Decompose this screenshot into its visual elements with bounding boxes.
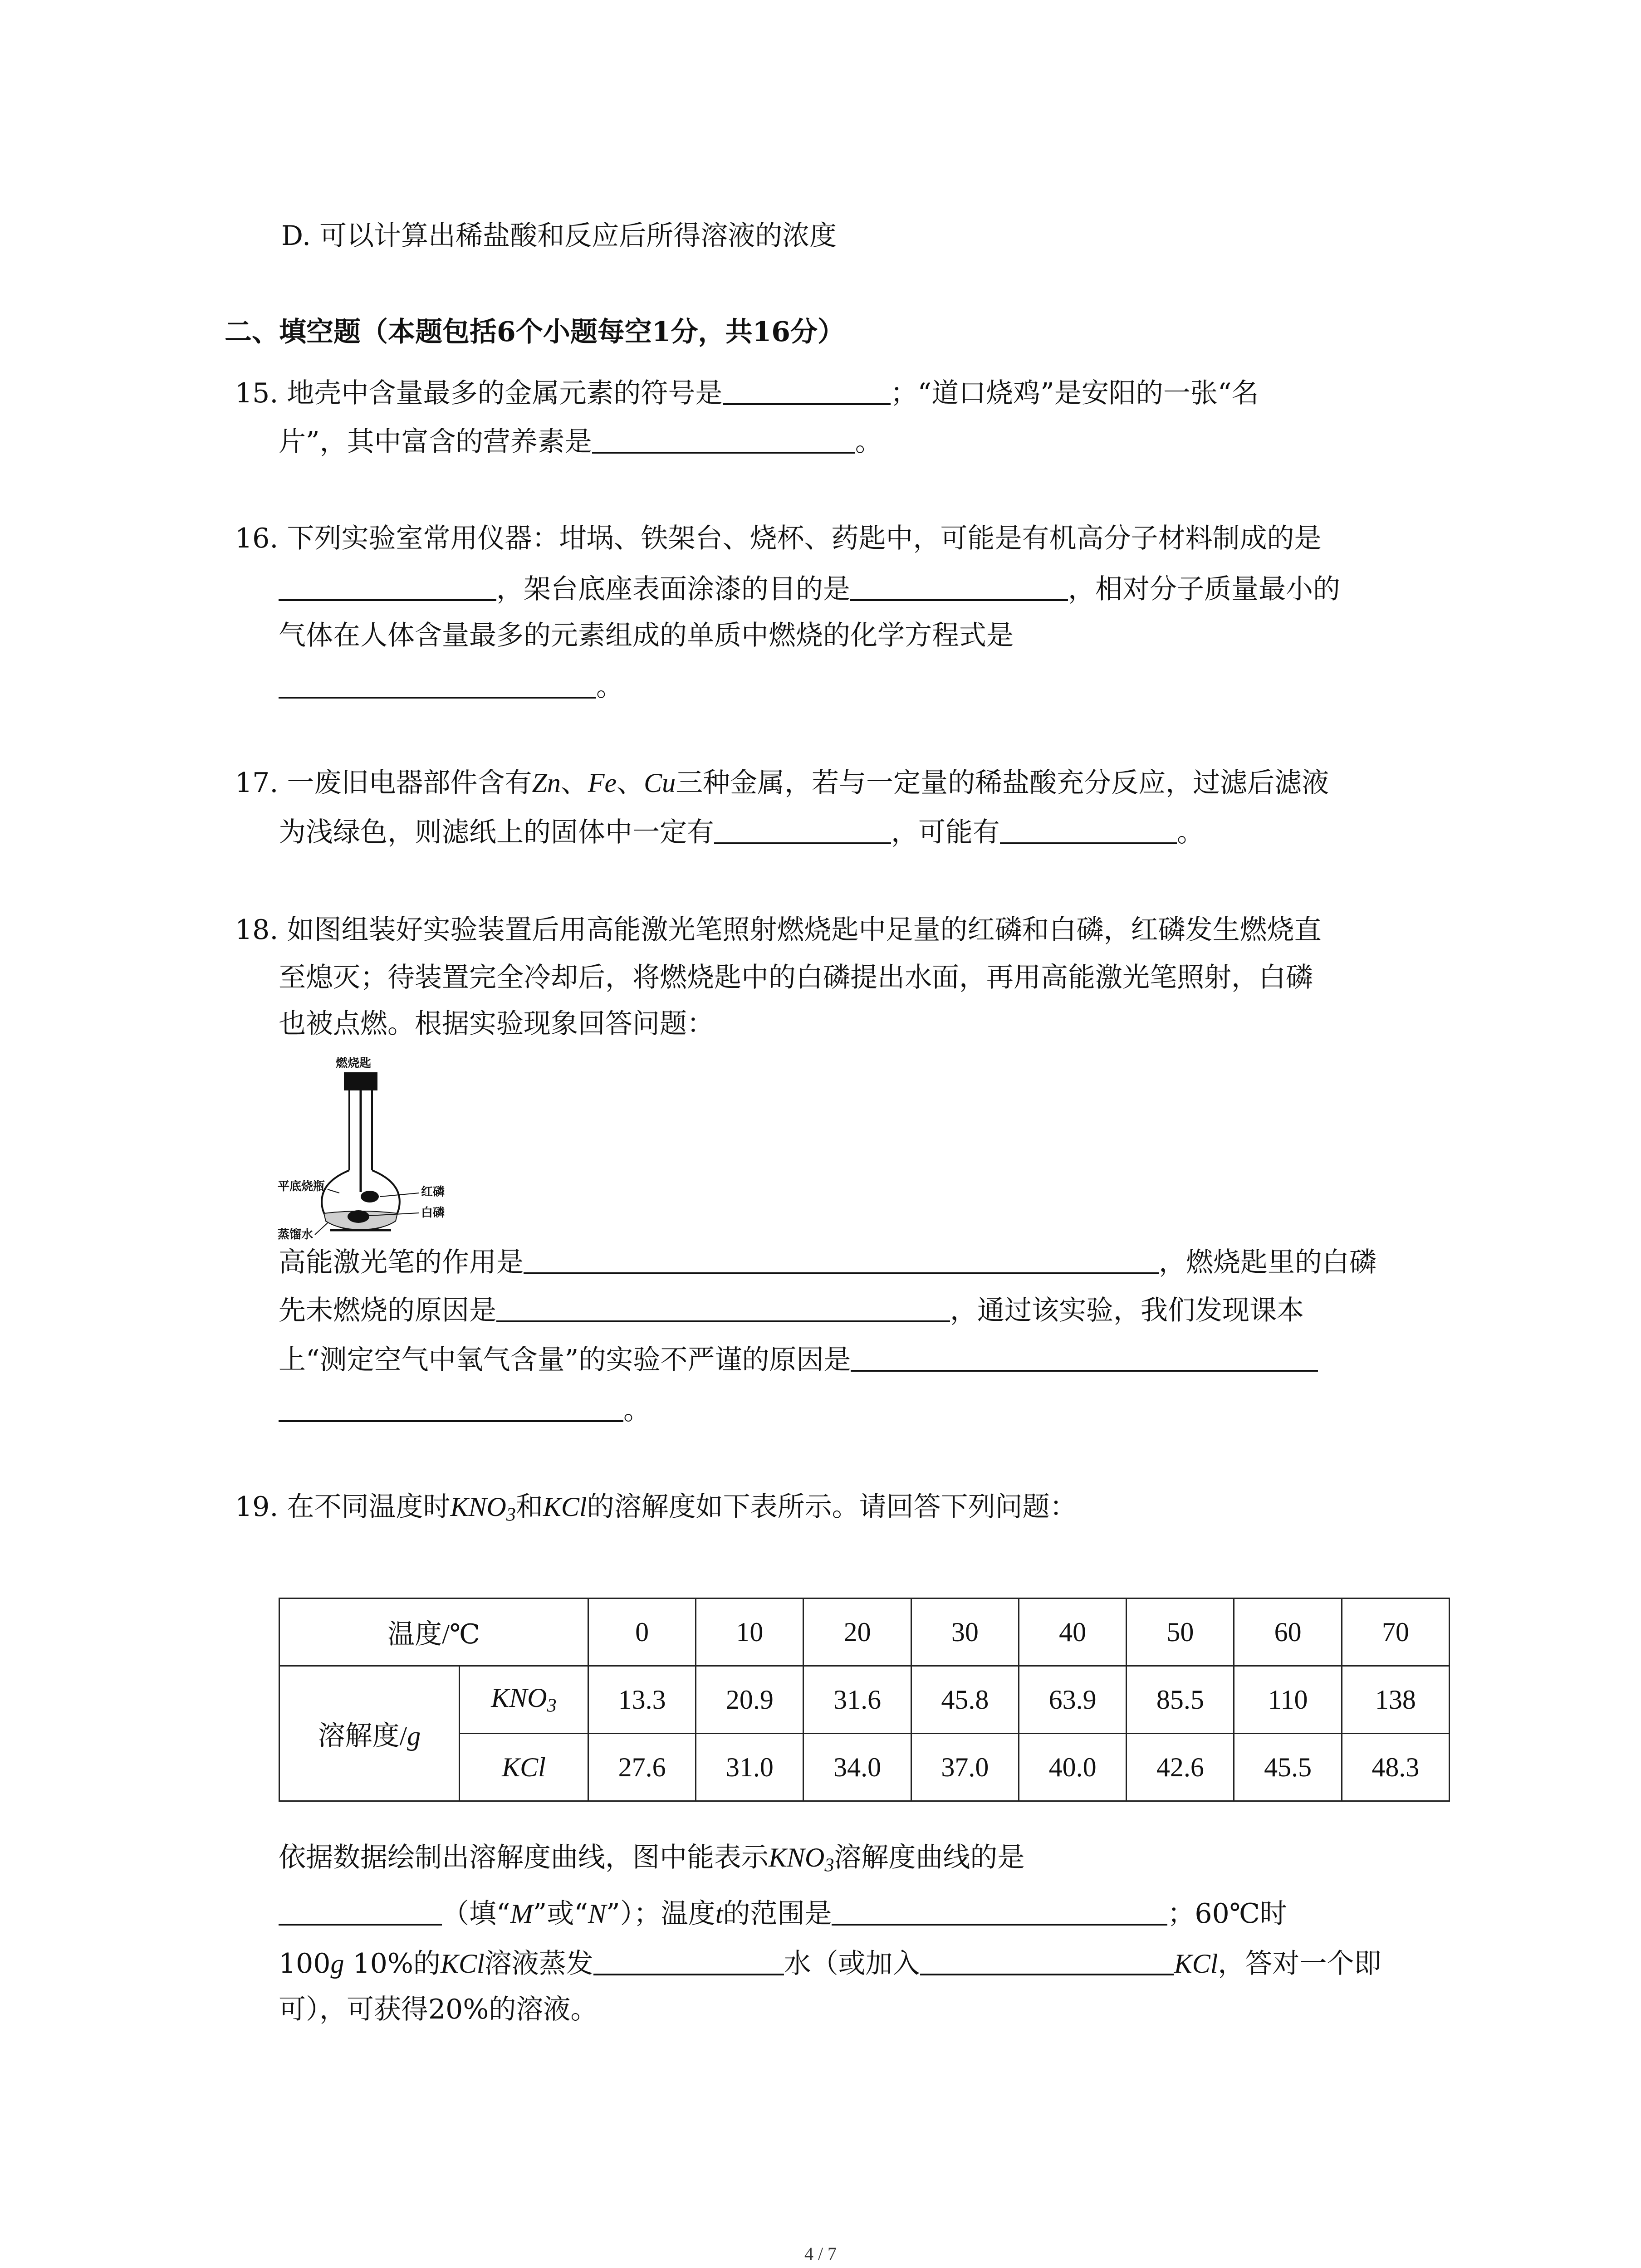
- table-cell: 48.3: [1342, 1734, 1449, 1801]
- table-header-cell: 20: [803, 1598, 911, 1666]
- question-text: 水（或加入: [784, 1948, 920, 1980]
- temperature-header: 温度/℃: [279, 1598, 588, 1666]
- option-d: D. 可以计算出稀盐酸和反应后所得溶液的浓度: [281, 220, 837, 252]
- table-cell: 20.9: [696, 1666, 803, 1734]
- question-text: 上“测定空气中氧气含量”的实验不严谨的原因是: [279, 1344, 851, 1376]
- red-phosphorus: [361, 1191, 379, 1202]
- question-number: 18.: [235, 914, 279, 946]
- answer-blank[interactable]: [593, 1948, 784, 1975]
- stopper: [344, 1072, 377, 1090]
- white-phosphorus: [348, 1210, 369, 1223]
- table-header-cell: 60: [1234, 1598, 1342, 1666]
- unit-g: g: [330, 1949, 344, 1979]
- table-cell: 37.0: [911, 1734, 1019, 1801]
- table-cell: 34.0: [803, 1734, 911, 1801]
- answer-blank[interactable]: [723, 378, 891, 405]
- table-cell: 40.0: [1019, 1734, 1126, 1801]
- question-text: ，相对分子质量最小的: [1068, 573, 1340, 605]
- question-text: 的溶解度如下表所示。请回答下列问题：: [587, 1491, 1077, 1523]
- question-text: ”或“: [533, 1898, 588, 1930]
- table-cell: 45.8: [911, 1666, 1019, 1734]
- solubility-label: 溶解度/g: [279, 1666, 460, 1801]
- question-text: 可），可获得20%的溶液。: [279, 1994, 598, 2025]
- question-text: 。: [623, 1394, 651, 1426]
- question-text: 地壳中含量最多的金属元素的符号是: [287, 377, 723, 409]
- answer-blank[interactable]: [279, 1898, 442, 1926]
- table-cell: 42.6: [1127, 1734, 1234, 1801]
- temperature-t: t: [715, 1899, 723, 1929]
- answer-blank[interactable]: [1000, 817, 1177, 844]
- question-text: 至熄灭；待装置完全冷却后，将燃烧匙中的白磷提出水面，再用高能激光笔照射，白磷: [279, 962, 1313, 993]
- question-text: 依据数据绘制出溶解度曲线，图中能表示: [279, 1842, 769, 1873]
- question-text: 也被点燃。根据实验现象回答问题：: [279, 1008, 714, 1040]
- question-18-line-1: [235, 914, 1322, 946]
- question-19-para-2: [279, 1898, 1287, 1930]
- question-19-para-1: [279, 1844, 1024, 1875]
- question-text: 三种金属，若与一定量的稀盐酸充分反应，过滤后滤液: [676, 767, 1329, 799]
- question-text: 先未燃烧的原因是: [279, 1295, 496, 1326]
- table-header-cell: 10: [696, 1598, 803, 1666]
- answer-blank[interactable]: [920, 1948, 1174, 1975]
- table-cell: 31.0: [696, 1734, 803, 1801]
- question-18-answer-4: [279, 1395, 651, 1424]
- question-19-para-4: [279, 1996, 598, 2023]
- formula-kcl: KCl: [543, 1492, 587, 1522]
- page-number: 4 / 7: [804, 2244, 837, 2264]
- label-combustion-spoon: 燃烧匙: [336, 1057, 372, 1070]
- question-text: ，通过该实验，我们发现课本: [950, 1295, 1304, 1326]
- question-text: 的范围是: [723, 1898, 832, 1930]
- separator: 、: [617, 767, 644, 799]
- formula-kno3: $KNO_3$: [450, 1492, 516, 1525]
- question-text: 为浅绿色，则滤纸上的固体中一定有: [279, 816, 714, 848]
- answer-blank[interactable]: [832, 1898, 1167, 1926]
- question-number: 16.: [235, 523, 279, 554]
- question-text: 100: [279, 1948, 331, 1980]
- table-cell: 63.9: [1019, 1666, 1126, 1734]
- question-16-line-4: [279, 671, 623, 703]
- zinc-symbol: Zn: [532, 768, 561, 798]
- separator: 、: [560, 767, 588, 799]
- question-15-line-1: [235, 378, 1259, 407]
- question-text: ，燃烧匙里的白磷: [1159, 1246, 1376, 1278]
- row-label-kno3: $KNO_3$: [459, 1666, 588, 1734]
- row-label-kcl: KCl: [459, 1734, 588, 1801]
- question-15-line-2: [279, 426, 882, 458]
- question-number: 19.: [235, 1491, 279, 1523]
- question-text: 10%的: [344, 1948, 441, 1980]
- copper-symbol: Cu: [644, 768, 676, 798]
- question-18-answer-2: [279, 1295, 1304, 1324]
- question-text: （填“: [442, 1898, 510, 1930]
- table-cell: 45.5: [1234, 1734, 1342, 1801]
- formula-kcl: KCl: [1174, 1949, 1218, 1979]
- answer-blank[interactable]: [851, 1344, 1318, 1372]
- question-text: 气体在人体含量最多的元素组成的单质中燃烧的化学方程式是: [279, 620, 1014, 651]
- question-text: 。: [596, 671, 623, 703]
- question-text: 在不同温度时: [287, 1491, 451, 1523]
- question-18-answer-1: [279, 1247, 1376, 1276]
- question-text: 一废旧电器部件含有: [287, 767, 532, 799]
- question-16-line-1: [235, 525, 1322, 552]
- answer-blank[interactable]: [524, 1247, 1159, 1274]
- label-red-phosphorus: 红磷: [421, 1185, 445, 1199]
- question-18-answer-3: [279, 1344, 1318, 1374]
- section-title: 二、填空题（本题包括6个小题每空1分，共16分）: [225, 316, 845, 348]
- answer-blank[interactable]: [592, 426, 855, 454]
- answer-blank[interactable]: [496, 1295, 950, 1322]
- question-text: ，架台底座表面涂漆的目的是: [496, 573, 850, 605]
- table-header-cell: 50: [1127, 1598, 1234, 1666]
- question-text: 。: [855, 426, 882, 458]
- formula-kno3: $KNO_3$: [769, 1843, 834, 1876]
- question-text: ，答对一个即: [1218, 1948, 1381, 1980]
- question-text: 溶解度曲线的是: [834, 1842, 1025, 1873]
- curve-m: M: [510, 1899, 533, 1929]
- question-text: 高能激光笔的作用是: [279, 1246, 524, 1278]
- question-19-line-1: [235, 1493, 1077, 1525]
- answer-blank[interactable]: [279, 1395, 623, 1422]
- question-text: 下列实验室常用仪器：坩埚、铁架台、烧杯、药匙中，可能是有机高分子材料制成的是: [287, 523, 1322, 554]
- iron-symbol: Fe: [588, 768, 617, 798]
- question-text: 和: [515, 1491, 543, 1523]
- question-18-line-2: [279, 964, 1313, 991]
- formula-kcl: KCl: [440, 1949, 485, 1979]
- table-cell: 27.6: [588, 1734, 696, 1801]
- answer-blank[interactable]: [714, 817, 891, 844]
- answer-blank[interactable]: [279, 671, 596, 699]
- table-cell: 13.3: [588, 1666, 696, 1734]
- question-text: ；60℃时: [1167, 1898, 1287, 1930]
- question-text: ”）；温度: [606, 1898, 715, 1930]
- curve-n: N: [588, 1899, 607, 1929]
- question-text: 。: [1177, 816, 1204, 848]
- label-distilled-water: 蒸馏水: [278, 1228, 314, 1242]
- answer-blank[interactable]: [279, 574, 496, 601]
- question-16-line-3: [279, 622, 1014, 649]
- question-number: 15.: [235, 377, 279, 409]
- question-text: ；“道口烧鸡”是安阳的一张“名: [890, 377, 1259, 409]
- table-cell: 31.6: [803, 1666, 911, 1734]
- table-header-cell: 40: [1019, 1598, 1126, 1666]
- question-text: 如图组装好实验装置后用高能激光笔照射燃烧匙中足量的红磷和白磷，红磷发生燃烧直: [287, 914, 1322, 946]
- question-text: ，可能有: [891, 816, 1000, 848]
- question-19-para-3: [279, 1948, 1381, 1980]
- table-header-cell: 0: [588, 1598, 696, 1666]
- label-flat-flask: 平底烧瓶: [278, 1180, 325, 1193]
- question-16-line-2: [279, 574, 1340, 603]
- question-text: 溶液蒸发: [484, 1948, 593, 1980]
- question-18-line-3: [279, 1008, 714, 1040]
- question-text: 片”，其中富含的营养素是: [279, 426, 592, 458]
- table-header-cell: 30: [911, 1598, 1019, 1666]
- answer-blank[interactable]: [850, 574, 1068, 601]
- table-header-row: [279, 1598, 1450, 1666]
- apparatus-figure: [277, 1057, 467, 1247]
- question-number: 17.: [235, 767, 279, 799]
- table-row: [279, 1666, 1450, 1734]
- solubility-table: [279, 1598, 1450, 1802]
- table-cell: 110: [1234, 1666, 1342, 1734]
- table-header-cell: 70: [1342, 1598, 1449, 1666]
- question-17-line-1: [235, 769, 1329, 797]
- label-white-phosphorus: 白磷: [421, 1206, 445, 1220]
- question-17-line-2: [279, 817, 1204, 846]
- table-cell: 85.5: [1127, 1666, 1234, 1734]
- table-cell: 138: [1342, 1666, 1449, 1734]
